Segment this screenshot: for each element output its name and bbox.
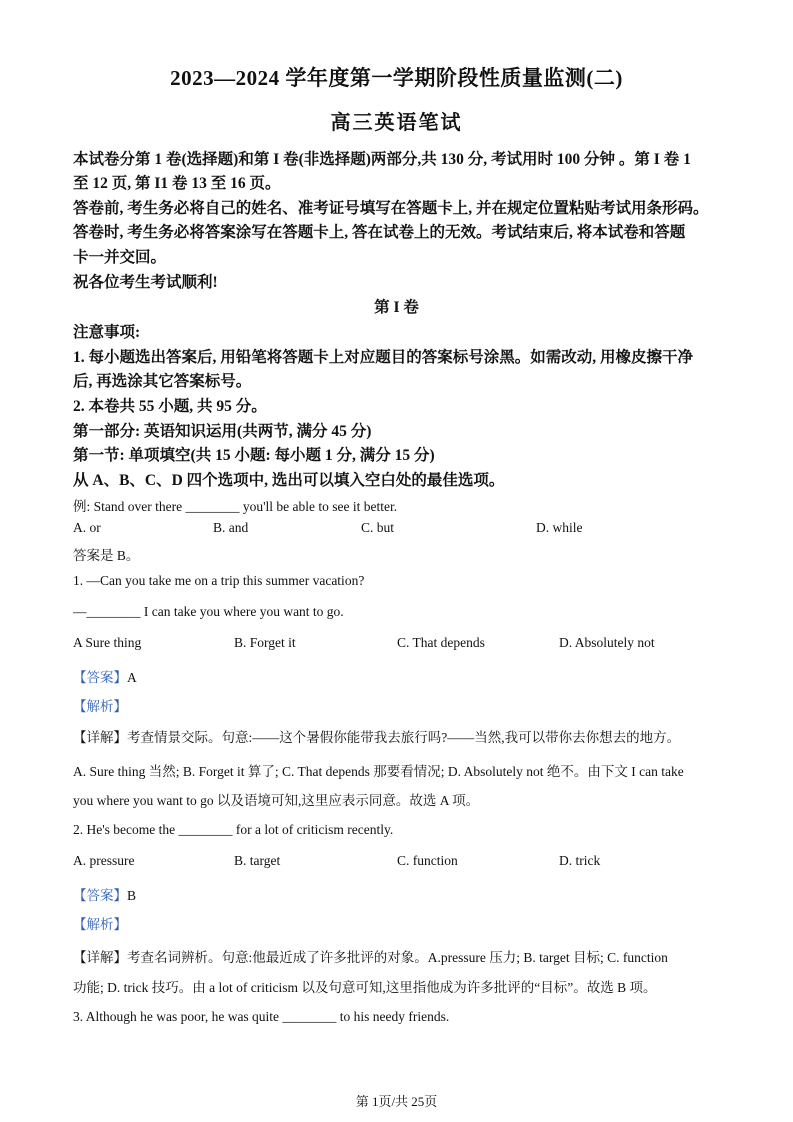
intro-line: 本试卷分第 1 卷(选择题)和第 I 卷(非选择题)两部分,共 130 分, 考试用时 100 分钟 。第 I 卷 1 bbox=[73, 151, 691, 168]
answer-row bbox=[73, 666, 137, 686]
example-answer: 答案是 B。 bbox=[73, 548, 140, 563]
detail-line: you where you want to go 以及语境可知,这里应表示同意。故选 A 项。 bbox=[73, 793, 480, 808]
analysis-tag: 【解析】 bbox=[73, 699, 127, 714]
intro-line: 祝各位考生考试顺利! bbox=[73, 274, 218, 291]
answer-value: A bbox=[127, 670, 137, 685]
intro-line: 至 12 页, 第 I1 卷 13 至 16 页。 bbox=[73, 175, 281, 192]
part-heading: 第一部分: 英语知识运用(共两节, 满分 45 分) bbox=[73, 423, 372, 440]
analysis-tag: 【解析】 bbox=[73, 917, 127, 932]
detail-line: 【详解】考查名词辨析。句意:他最近成了许多批评的对象。A.pressure 压力; B. target 目标; C. function bbox=[73, 950, 668, 965]
detail-line: A. Sure thing 当然; B. Forget it 算了; C. That depends 那要看情况; D. Absolutely not 绝不。由下文 I can take bbox=[73, 764, 684, 779]
page-title: 2023—2024 学年度第一学期阶段性质量监测(二) bbox=[170, 66, 623, 90]
question-option: D. trick bbox=[559, 853, 601, 868]
notes-heading: 注意事项: bbox=[73, 324, 141, 341]
question-stem: 1. —Can you take me on a trip this summer vacation? bbox=[73, 573, 365, 588]
example-stem: 例: Stand over there ________ you'll be able to see it better. bbox=[73, 499, 398, 514]
answer-tag: 【答案】 bbox=[73, 888, 127, 903]
question-option: B. Forget it bbox=[234, 635, 296, 650]
question-option: C. That depends bbox=[397, 635, 485, 650]
question-option: D. Absolutely not bbox=[559, 635, 655, 650]
intro-line: 答卷时, 考生务必将答案涂写在答题卡上, 答在试卷上的无效。考试结束后, 将本试卷和答题 bbox=[73, 224, 686, 241]
question-stem: —________ I can take you where you want to go. bbox=[73, 604, 344, 619]
volume-title: 第 I 卷 bbox=[374, 299, 419, 316]
answer-row bbox=[73, 884, 136, 904]
example-option: A. or bbox=[73, 520, 101, 535]
notes-line: 2. 本卷共 55 小题, 共 95 分。 bbox=[73, 398, 267, 415]
detail-line: 功能; D. trick 技巧。由 a lot of criticism 以及句意可知,这里指他成为许多批评的“目标”。故选 B 项。 bbox=[73, 980, 657, 995]
question-stem: 3. Although he was poor, he was quite ________ to his needy friends. bbox=[73, 1009, 450, 1024]
notes-line: 1. 每小题选出答案后, 用铅笔将答题卡上对应题目的答案标号涂黑。如需改动, 用橡皮擦干净 bbox=[73, 349, 694, 366]
example-option: C. but bbox=[361, 520, 395, 535]
notes-line: 后, 再选涂其它答案标号。 bbox=[73, 373, 252, 390]
question-option: A. pressure bbox=[73, 853, 135, 868]
instruction: 从 A、B、C、D 四个选项中, 选出可以填入空白处的最佳选项。 bbox=[73, 472, 505, 489]
detail-line: 【详解】考查情景交际。句意:——这个暑假你能带我去旅行吗?——当然,我可以带你去你想去的地方。 bbox=[73, 730, 681, 745]
example-option: D. while bbox=[536, 520, 583, 535]
intro-line: 卡一并交回。 bbox=[73, 249, 167, 266]
question-stem: 2. He's become the ________ for a lot of criticism recently. bbox=[73, 822, 394, 837]
question-option: B. target bbox=[234, 853, 281, 868]
question-option: A Sure thing bbox=[73, 635, 142, 650]
page-subtitle: 高三英语笔试 bbox=[330, 112, 463, 134]
intro-line: 答卷前, 考生务必将自己的姓名、准考证号填写在答题卡上, 并在规定位置粘贴考试用条形码。 bbox=[73, 200, 709, 217]
page-number: 第 1页/共 25页 bbox=[355, 1094, 438, 1109]
question-option: C. function bbox=[397, 853, 458, 868]
example-option: B. and bbox=[213, 520, 249, 535]
answer-tag: 【答案】 bbox=[73, 670, 127, 685]
section-heading: 第一节: 单项填空(共 15 小题: 每小题 1 分, 满分 15 分) bbox=[73, 447, 435, 464]
answer-value: B bbox=[127, 888, 137, 903]
